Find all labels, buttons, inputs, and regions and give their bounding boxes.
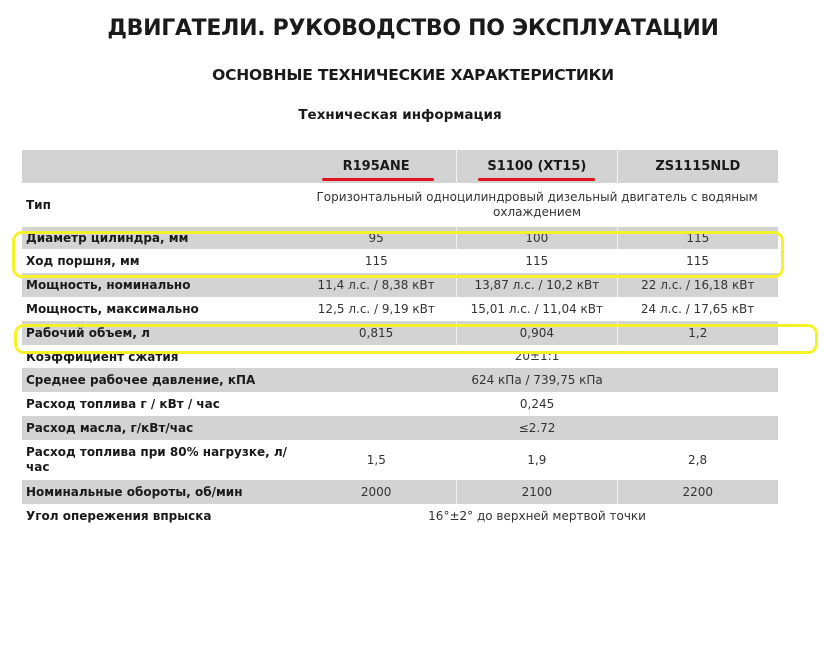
col-header-zs1115nld: ZS1115NLD bbox=[617, 150, 778, 183]
row-value: 100 bbox=[457, 227, 618, 249]
row-label: Рабочий объем, л bbox=[22, 321, 296, 345]
table-row bbox=[22, 321, 778, 345]
table-row bbox=[22, 392, 778, 416]
row-label: Расход топлива г / кВт / час bbox=[22, 392, 296, 416]
row-label: Угол опережения впрыска bbox=[22, 504, 296, 528]
row-label: Номинальные обороты, об/мин bbox=[22, 480, 296, 504]
table-row bbox=[22, 183, 778, 227]
row-value-span: 0,245 bbox=[296, 392, 778, 416]
page-title: ДВИГАТЕЛИ. РУКОВОДСТВО ПО ЭКСПЛУАТАЦИИ bbox=[107, 16, 719, 41]
row-value-span: Горизонтальный одноцилиндровый дизельный двигатель с водяным охлаждением bbox=[296, 183, 778, 227]
row-value: 1,5 bbox=[296, 440, 456, 480]
header-blank-cell bbox=[22, 150, 296, 183]
row-value: 115 bbox=[296, 249, 456, 273]
row-value: 95 bbox=[296, 227, 456, 249]
row-label: Мощность, номинально bbox=[22, 273, 296, 297]
row-value-span: ≤2.72 bbox=[296, 416, 778, 440]
row-value: 22 л.с. / 16,18 кВт bbox=[617, 273, 778, 297]
row-label: Мощность, максимально bbox=[22, 297, 296, 321]
table-row bbox=[22, 227, 778, 249]
table-row bbox=[22, 416, 778, 440]
row-value-span: 20±1:1 bbox=[296, 345, 778, 368]
col-header-r195ane: R195ANE bbox=[296, 150, 456, 183]
section-title: Техническая информация bbox=[298, 107, 502, 123]
row-label: Тип bbox=[22, 183, 296, 227]
row-value: 24 л.с. / 17,65 кВт bbox=[617, 297, 778, 321]
table-row bbox=[22, 480, 778, 504]
row-value: 2000 bbox=[296, 480, 456, 504]
row-label: Расход масла, г/кВт/час bbox=[22, 416, 296, 440]
red-underline-s1100 bbox=[478, 178, 595, 181]
row-value: 2100 bbox=[457, 480, 618, 504]
row-label: Ход поршня, мм bbox=[22, 249, 296, 273]
row-value: 0,815 bbox=[296, 321, 456, 345]
row-value: 1,9 bbox=[457, 440, 618, 480]
row-label: Диаметр цилиндра, мм bbox=[22, 227, 296, 249]
table-row bbox=[22, 273, 778, 297]
col-header-s1100: S1100 (XT15) bbox=[457, 150, 618, 183]
row-label: Коэффициент сжатия bbox=[22, 345, 296, 368]
row-value: 115 bbox=[457, 249, 618, 273]
row-value: 2,8 bbox=[617, 440, 778, 480]
row-value: 1,2 bbox=[617, 321, 778, 345]
row-value: 115 bbox=[617, 249, 778, 273]
page-subtitle: ОСНОВНЫЕ ТЕХНИЧЕСКИЕ ХАРАКТЕРИСТИКИ bbox=[212, 66, 614, 84]
row-value: 15,01 л.с. / 11,04 кВт bbox=[457, 297, 618, 321]
table-row bbox=[22, 297, 778, 321]
red-underline-r195ane bbox=[322, 178, 434, 181]
table-row bbox=[22, 504, 778, 528]
row-value: 12,5 л.с. / 9,19 кВт bbox=[296, 297, 456, 321]
row-value: 11,4 л.с. / 8,38 кВт bbox=[296, 273, 456, 297]
row-value: 13,87 л.с. / 10,2 кВт bbox=[457, 273, 618, 297]
row-label: Расход топлива при 80% нагрузке, л/час bbox=[22, 440, 296, 480]
row-value-span: 624 кПа / 739,75 кПа bbox=[296, 368, 778, 392]
row-value: 0,904 bbox=[457, 321, 618, 345]
row-label: Среднее рабочее давление, кПА bbox=[22, 368, 296, 392]
row-value-span: 16°±2° до верхней мертвой точки bbox=[296, 504, 778, 528]
spec-table bbox=[22, 150, 778, 528]
table-row bbox=[22, 368, 778, 392]
row-value: 115 bbox=[617, 227, 778, 249]
table-row bbox=[22, 345, 778, 368]
row-value: 2200 bbox=[617, 480, 778, 504]
table-row bbox=[22, 249, 778, 273]
table-row bbox=[22, 440, 778, 480]
